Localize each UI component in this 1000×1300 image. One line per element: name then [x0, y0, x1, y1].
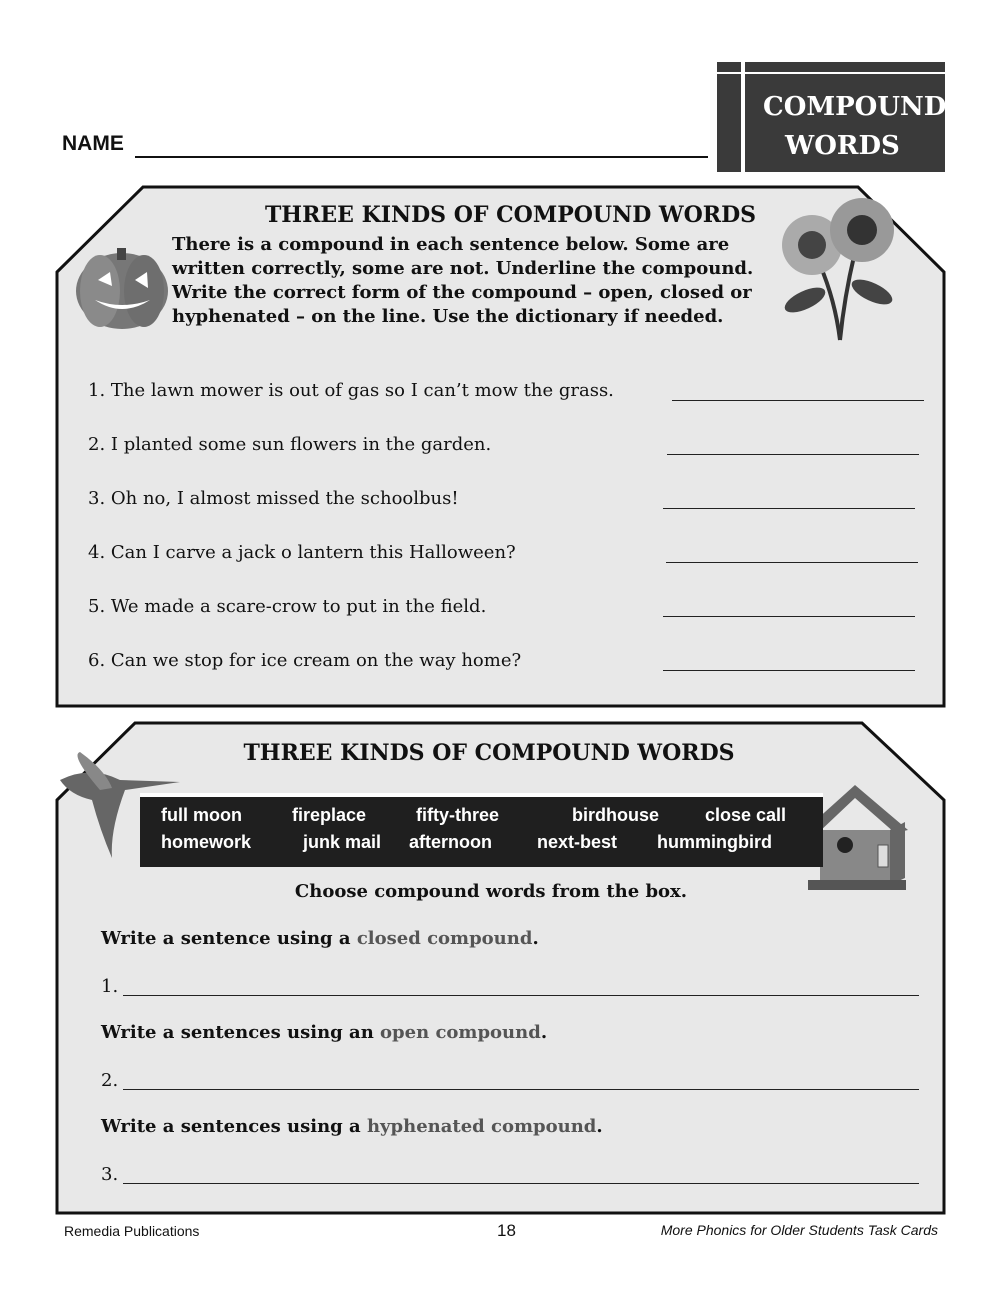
card1-heading: THREE KINDS OF COMPOUND WORDS — [264, 202, 757, 228]
sentence-line-2[interactable] — [123, 1089, 919, 1090]
answer-line-5[interactable] — [663, 616, 915, 617]
word-item: hummingbird — [657, 832, 772, 852]
question-6: 6. Can we stop for ice cream on the way home? — [88, 650, 522, 671]
answer-line-2[interactable] — [667, 454, 919, 455]
question-1: 1. The lawn mower is out of gas so I can’t mow the grass. — [88, 380, 614, 401]
prompt-hyphenated — [101, 1115, 603, 1139]
prompt-text: Write a sentences using a — [101, 1116, 367, 1137]
word-item: next-best — [537, 832, 618, 852]
card2-heading: THREE KINDS OF COMPOUND WORDS — [243, 740, 735, 766]
word-item: full moon — [161, 805, 242, 825]
page-number: 18 — [497, 1221, 516, 1240]
word-item: homework — [161, 832, 252, 852]
choose-instruction: Choose compound words from the box. — [294, 881, 688, 902]
title-line1: COMPOUND — [763, 92, 947, 122]
sentence-line-1[interactable] — [123, 995, 919, 996]
footer-book-title: More Phonics for Older Students Task Cards — [660, 1222, 938, 1238]
question-3: 3. Oh no, I almost missed the schoolbus! — [88, 488, 459, 509]
instruction-line: hyphenated – on the line. Use the dictionary if needed. — [172, 306, 724, 327]
prompt-text: . — [540, 1022, 548, 1043]
word-item: fireplace — [292, 805, 367, 825]
footer-publisher: Remedia Publications — [64, 1223, 200, 1239]
prompt-text: . — [596, 1116, 603, 1137]
prompt-open — [101, 1021, 547, 1045]
prompt-text: . — [532, 928, 539, 949]
sentence-number-2: 2. — [101, 1070, 119, 1091]
instruction-line: written correctly, some are not. Underline the compound. — [172, 258, 754, 279]
instruction-line: Write the correct form of the compound – open, closed or — [172, 282, 752, 303]
prompt-highlight: open compound — [380, 1022, 541, 1043]
prompt-text: Write a sentences using an — [101, 1022, 381, 1043]
sentence-line-3[interactable] — [123, 1183, 919, 1184]
word-item: afternoon — [409, 832, 492, 852]
answer-line-4[interactable] — [666, 562, 918, 563]
pumpkin-icon — [76, 248, 168, 329]
word-box — [140, 793, 823, 867]
word-item: close call — [705, 805, 787, 825]
answer-line-3[interactable] — [663, 508, 915, 509]
question-2: 2. I planted some sun flowers in the garden. — [88, 434, 492, 455]
instruction-line: There is a compound in each sentence below. Some are — [172, 234, 730, 255]
name-label: NAME — [62, 132, 124, 155]
word-item: birdhouse — [572, 805, 660, 825]
answer-line-6[interactable] — [663, 670, 915, 671]
prompt-closed — [101, 927, 539, 951]
title-line2: WORDS — [785, 131, 900, 161]
prompt-highlight: hyphenated compound — [366, 1116, 597, 1137]
answer-line-1[interactable] — [672, 400, 924, 401]
card1-instructions — [172, 233, 753, 329]
prompt-highlight: closed compound — [356, 928, 533, 949]
sentence-number-1: 1. — [101, 976, 119, 997]
sentence-number-3: 3. — [101, 1164, 119, 1185]
question-4: 4. Can I carve a jack o lantern this Halloween? — [88, 542, 516, 563]
word-item: junk mail — [303, 832, 382, 852]
prompt-text: Write a sentence using a — [101, 928, 357, 949]
question-5: 5. We made a scare-crow to put in the field. — [88, 596, 487, 617]
word-item: fifty-three — [416, 805, 500, 825]
